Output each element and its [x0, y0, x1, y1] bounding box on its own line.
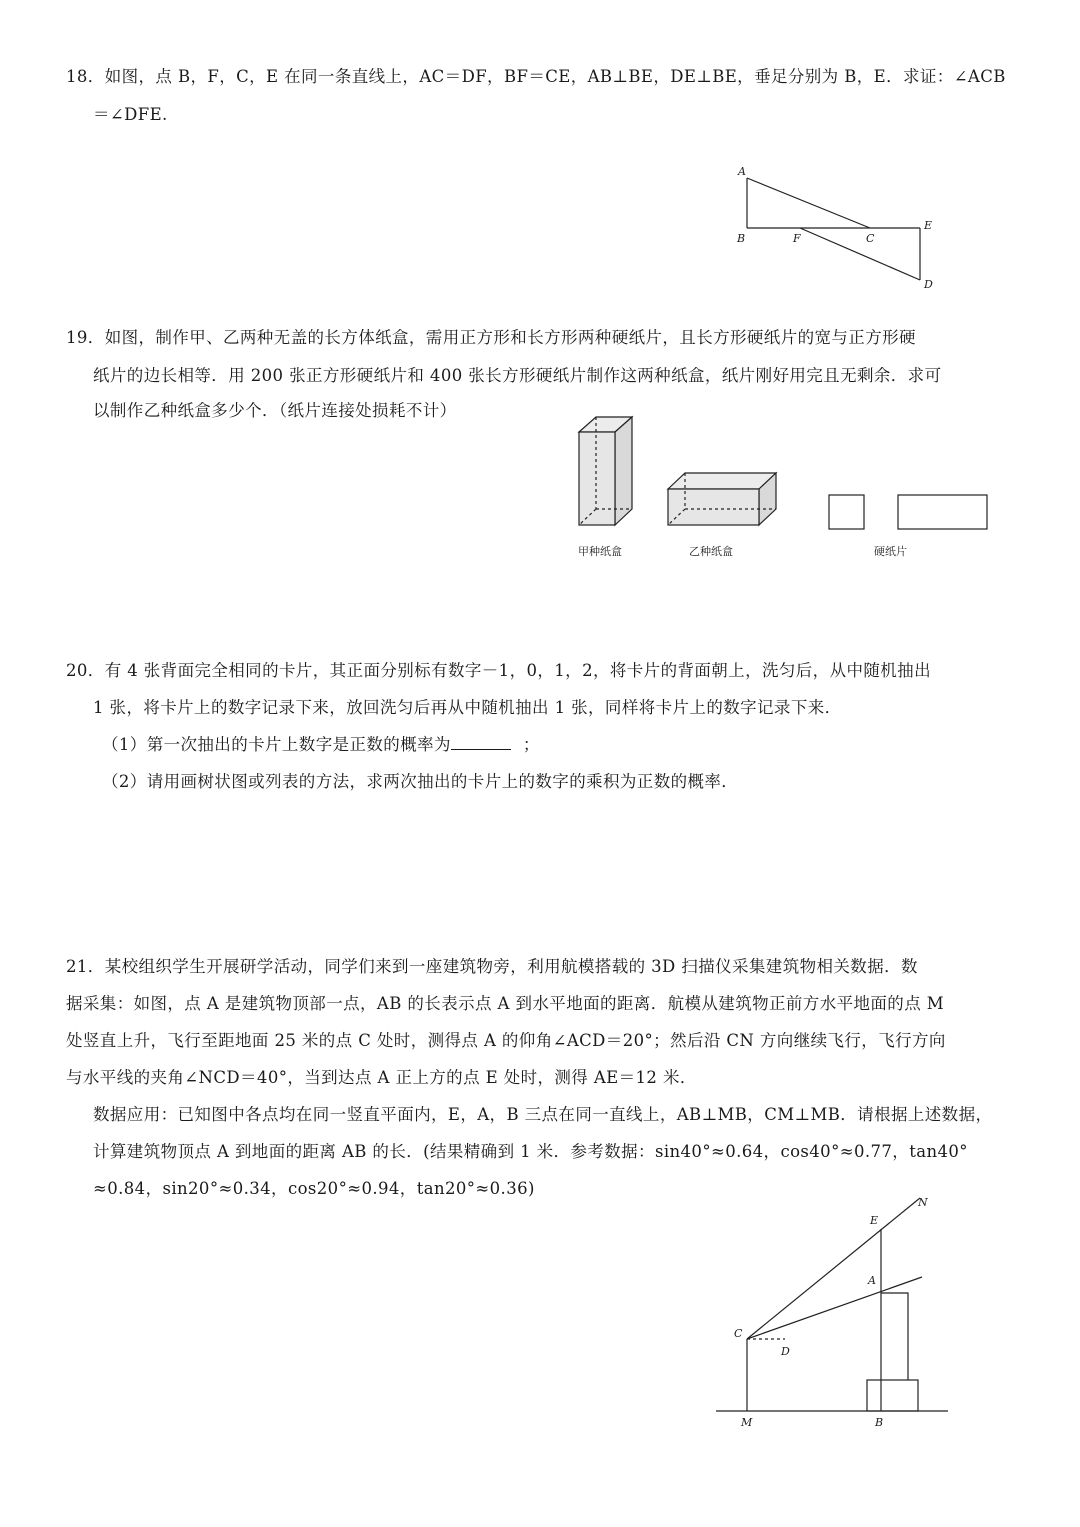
q20-line-1: 20．有 4 张背面完全相同的卡片，其正面分别标有数字－1，0，1，2，将卡片的背面朝上，洗匀后，从中随机抽出: [66, 661, 931, 680]
q19-line-2: 纸片的边长相等．用 200 张正方形硬纸片和 400 张长方形硬纸片制作这两种纸盒，纸片刚好用完且无剩余．求可: [93, 366, 942, 385]
building-base: [867, 1380, 918, 1411]
segment-ac: [747, 178, 870, 228]
q21-line-5: 数据应用：已知图中各点均在同一竖直平面内，E，A，B 三点在同一直线上，AB⊥MB，CM⊥MB．请根据上述数据，: [93, 1105, 993, 1124]
q20-line-2: 1 张，将卡片上的数字记录下来，放回洗匀后再从中随机抽出 1 张，同样将卡片上的数字记录下来．: [93, 698, 842, 717]
segment-ca: [747, 1277, 922, 1339]
q18-triangle-figure: [747, 178, 920, 280]
label-b: B: [737, 232, 746, 245]
q21-line-1: 21．某校组织学生开展研学活动，同学们来到一座建筑物旁，利用航模搭载的 3D 扫描仪采集建筑物相关数据．数: [66, 957, 918, 976]
label-b2: B: [875, 1416, 884, 1429]
caption-box-a: 甲种纸盒: [578, 545, 622, 558]
square-card: [829, 495, 864, 529]
rectangle-card: [898, 495, 987, 529]
q21-line-4: 与水平线的夹角∠NCD＝40°，当到达点 A 正上方的点 E 处时，测得 AE＝12 米．: [66, 1068, 697, 1087]
label-n: N: [918, 1196, 928, 1209]
label-m: M: [741, 1416, 753, 1429]
q21-line-7: ≈0.84，sin20°≈0.34，cos20°≈0.94，tan20°≈0.36): [93, 1179, 535, 1198]
q19-line-1: 19．如图，制作甲、乙两种无盖的长方体纸盒，需用正方形和长方形两种硬纸片，且长方形硬纸片的宽与正方形硬: [66, 328, 916, 347]
caption-cards: 硬纸片: [874, 545, 907, 558]
q18-line-2: ＝∠DFE.: [93, 105, 168, 124]
segment-fd: [800, 228, 920, 280]
q20-part-2: （2）请用画树状图或列表的方法，求两次抽出的卡片上的数字的乘积为正数的概率．: [102, 772, 739, 791]
label-e2: E: [870, 1214, 879, 1227]
label-a2: A: [868, 1274, 876, 1287]
box-a-figure: [579, 417, 632, 525]
q21-line-6: 计算建筑物顶点 A 到地面的距离 AB 的长．(结果精确到 1 米．参考数据：sin40°≈0.64，cos40°≈0.77，tan40°: [93, 1142, 968, 1161]
label-c2: C: [734, 1327, 743, 1340]
q21-building-figure: [716, 1198, 948, 1411]
q21-line-3: 处竖直上升，飞行至距地面 25 米的点 C 处时，测得点 A 的仰角∠ACD＝20°；然后沿 CN 方向继续飞行，飞行方向: [66, 1031, 946, 1050]
box-b-figure: [668, 473, 776, 525]
label-f: F: [793, 232, 801, 245]
q20-part-1-text: （1）第一次抽出的卡片上数字是正数的概率为: [102, 735, 451, 754]
label-c: C: [866, 232, 875, 245]
label-d2: D: [781, 1345, 790, 1358]
caption-box-b: 乙种纸盒: [689, 545, 733, 558]
q18-line-1: 18．如图，点 B，F，C，E 在同一条直线上，AC＝DF，BF＝CE，AB⊥BE，DE⊥BE，垂足分别为 B，E．求证：∠ACB: [66, 67, 1006, 86]
segment-cn: [747, 1198, 920, 1339]
q19-line-3: 以制作乙种纸盒多少个．（纸片连接处损耗不计）: [93, 401, 457, 420]
label-d: D: [924, 278, 933, 291]
q21-line-2: 据采集：如图，点 A 是建筑物顶部一点，AB 的长表示点 A 到水平地面的距离．航模从建筑物正前方水平地面的点 M: [66, 994, 945, 1013]
building-upper: [881, 1293, 908, 1380]
label-e: E: [924, 219, 933, 232]
q20-part-1-end: ；: [522, 735, 540, 754]
label-a: A: [738, 165, 746, 178]
